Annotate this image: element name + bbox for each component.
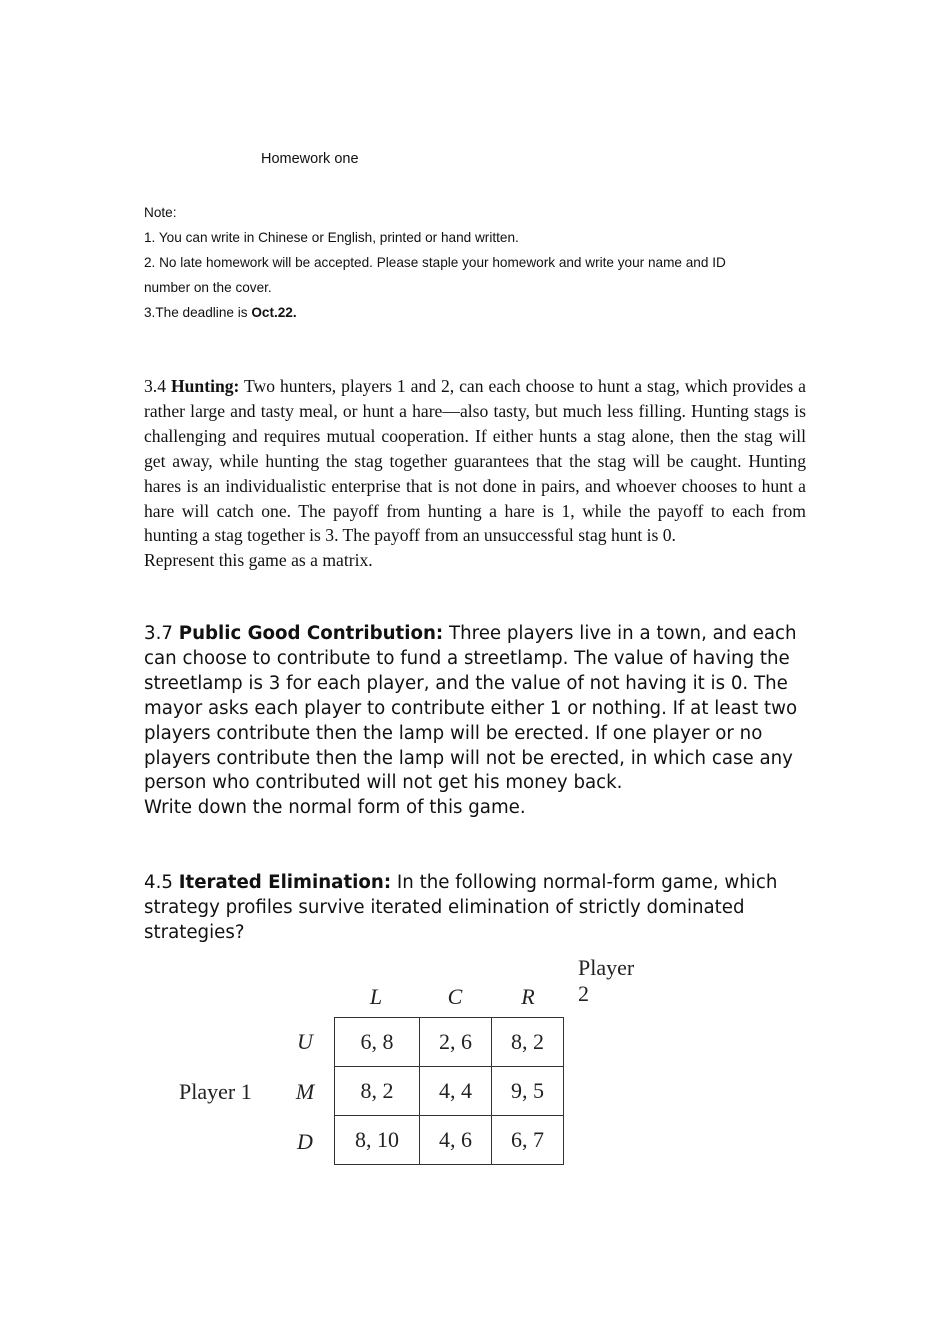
payoff-cell: 8, 2 <box>492 1018 564 1067</box>
column-label: L <box>369 984 383 1009</box>
problem-body: Three players live in a town, and each can choose to contribute to fund a streetlamp. The value of having the streetlamp is 3 for each player, and the value of not having it is 0. The mayor asks each player to contribute either 1 or nothing. If at least two players contribute then the lamp will be erected. If one player or no players contribute then the lamp will not be erected, in which case any person who contributed will not get his money back. <box>144 623 798 794</box>
problem-number: 4.5 <box>144 872 173 893</box>
note-item: number on the cover. <box>144 280 272 295</box>
row-label: U <box>297 1029 313 1054</box>
payoff-cell: 9, 5 <box>492 1067 564 1116</box>
problem-task: Write down the normal form of this game. <box>144 797 526 819</box>
note-item: 1. You can write in Chinese or English, printed or hand written. <box>144 230 519 245</box>
deadline-value: Oct.22. <box>251 305 297 320</box>
problem-title: Hunting: <box>170 376 240 396</box>
problem-number: 3.7 <box>144 623 173 644</box>
payoff-table <box>334 1017 564 1165</box>
problem-4-5 <box>144 871 824 946</box>
row-label: M <box>295 1079 315 1104</box>
table-row <box>335 1018 564 1067</box>
note-section <box>144 200 824 325</box>
problem-number: 3.4 <box>144 376 166 396</box>
table-row <box>335 1116 564 1165</box>
column-label: C <box>447 984 463 1009</box>
note-deadline <box>144 300 824 325</box>
payoff-cell: 4, 4 <box>420 1067 492 1116</box>
deadline-prefix: 3.The deadline is <box>144 305 252 320</box>
problem-body: In the following normal-form game, which strategy profiles survive iterated elimination of strictly dominated strategies? <box>144 872 778 943</box>
payoff-cell: 8, 2 <box>335 1067 420 1116</box>
player2-label: Player 2 <box>578 955 635 1006</box>
document-title: Homework one <box>261 151 359 167</box>
problem-3-4 <box>144 374 806 573</box>
payoff-matrix-figure <box>170 952 635 1182</box>
problem-task: Represent this game as a matrix. <box>144 550 373 571</box>
problem-title: Public Good Contribution: <box>178 623 444 644</box>
payoff-cell: 4, 6 <box>420 1116 492 1165</box>
note-item: 2. No late homework will be accepted. Please staple your homework and write your name and ID <box>144 255 726 270</box>
table-row <box>335 1067 564 1116</box>
problem-3-7 <box>144 622 824 821</box>
column-label: R <box>521 984 535 1009</box>
note-heading: Note: <box>144 205 177 220</box>
problem-body: Two hunters, players 1 and 2, can each choose to hunt a stag, which provides a rather large and tasty meal, or hunt a hare—also tasty, but much less filling. Hunting stags is challenging and requires mutual cooperation. If either hunts a stag alone, then the stag will get away, while hunting the stag together guarantees that the stag will be caught. Hunting hares is an individualistic enterprise that is not done in pairs, and whoever chooses to hunt a hare will catch one. The payoff from hunting a hare is 1, while the payoff to each from hunting a stag together is 3. The payoff from an unsuccessful stag hunt is 0. <box>144 376 806 546</box>
problem-title: Iterated Elimination: <box>178 872 392 893</box>
row-label: D <box>297 1129 313 1154</box>
payoff-cell: 6, 8 <box>335 1018 420 1067</box>
payoff-cell: 2, 6 <box>420 1018 492 1067</box>
payoff-cell: 8, 10 <box>335 1116 420 1165</box>
payoff-cell: 6, 7 <box>492 1116 564 1165</box>
player1-label: Player 1 <box>179 1079 252 1104</box>
